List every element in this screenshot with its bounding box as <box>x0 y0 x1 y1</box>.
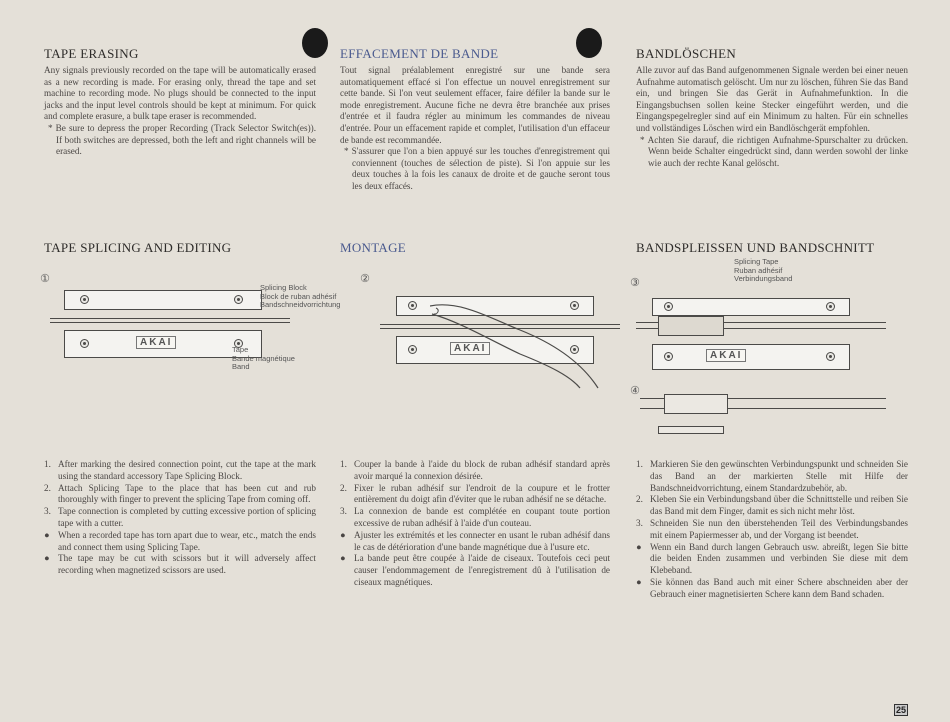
step-marker: ● <box>44 553 50 564</box>
figure-3-number: ③ <box>630 276 640 289</box>
step-item <box>636 542 908 577</box>
splicing-tape-label <box>734 258 792 284</box>
step-marker: 2. <box>44 482 51 493</box>
french-splice-title-wrap <box>340 240 610 259</box>
german-steps <box>636 459 908 601</box>
english-erase-body: Any signals previously recorded on the tape will be automatically erased as a new recording is made. For erasing only, thread the tape and set machine to recording mode. No plugs should be connected to the input jacks and the input level controls should be kept at minimum. For quick and complete erasure, a bulk tape eraser is recommended. <box>44 65 316 122</box>
label-line: Verbindungsband <box>734 274 793 283</box>
step-text: La bande peut être coupée à l'aide de ciseaux. Toutefois ceci peut causer l'endommagement de l'enregistrement dû à l'utilisation de ciseaux magnétiques. <box>354 553 610 587</box>
english-erase-section <box>44 46 316 158</box>
tape-line <box>50 322 290 323</box>
label-line: Bande magnétique <box>232 353 295 363</box>
step-text: Kleben Sie ein Verbindungsband über die Schnittstelle und reiben Sie das Band mit dem Finger, damit es sich nicht mehr löst. <box>650 494 908 517</box>
step-item <box>636 494 908 518</box>
label-line: Band <box>232 362 250 371</box>
step-marker: 1. <box>340 459 347 469</box>
english-erase-note: * Be sure to depress the proper Recording (Track Selector Switch(es)). If both switches are depressed, both the left and right channels will be erased. <box>48 122 316 157</box>
step-marker: ● <box>44 529 50 540</box>
english-erase-title: TAPE ERASING <box>44 46 139 61</box>
step-text: After marking the desired connection point, cut the tape at the mark using the standard accessory Tape Splicing Block. <box>58 459 316 481</box>
step-item <box>44 553 316 577</box>
screw-icon <box>826 302 835 311</box>
splicing-block-base <box>652 344 850 370</box>
label-line: Bandschneidvorrichtung <box>260 300 341 309</box>
step-item <box>636 577 908 601</box>
step-marker: ● <box>636 576 642 587</box>
step-text: Sie können das Band auch mit einer Schere abschneiden aber der Gebrauch einer magnetisierten Schere kann dem Band schaden. <box>650 576 908 599</box>
figure-1-number: ① <box>40 272 50 285</box>
step-item <box>44 530 316 554</box>
tape-label <box>232 346 295 372</box>
splicing-block-label <box>260 284 340 310</box>
step-text: Tape connection is completed by cutting excessive portion of splicing tape with a cutter. <box>58 506 316 528</box>
step-marker: 1. <box>636 459 643 469</box>
screw-icon <box>826 352 835 361</box>
figure-4-finished-splice <box>630 382 920 442</box>
step-text: La connexion de bande est complétée en coupant toute portion excessive de ruban adhésif à l'aide d'un couteau. <box>354 506 610 528</box>
figure-3-trim-tape <box>630 256 920 386</box>
step-item <box>340 553 610 588</box>
figure-2-number: ② <box>360 272 370 285</box>
screw-icon <box>80 295 89 304</box>
french-erase-title: EFFACEMENT DE BANDE <box>340 46 499 61</box>
french-splice-title: MONTAGE <box>340 240 407 255</box>
step-marker: 3. <box>340 506 347 517</box>
label-line: Tape <box>232 345 249 354</box>
step-text: Couper la bande à l'aide du block de ruban adhésif standard après avoir marqué la connexion désirée. <box>354 459 610 481</box>
step-text: Attach Splicing Tape to the place that has been cut and rub thoroughly with finger to prevent the splicing Tape from coming off. <box>58 482 316 505</box>
english-splice-title-wrap <box>44 240 316 259</box>
label-line: Ruban adhésif <box>734 265 783 275</box>
step-item <box>636 459 908 494</box>
label-line: Block de ruban adhésif <box>260 291 337 301</box>
figure-4-number: ④ <box>630 384 640 397</box>
akai-logo: AKAI <box>136 336 176 349</box>
step-marker: ● <box>636 541 642 552</box>
step-marker: 2. <box>636 494 643 505</box>
akai-logo: AKAI <box>706 349 746 362</box>
step-marker: ● <box>340 529 346 540</box>
step-item <box>44 459 316 483</box>
step-text: Fixer le ruban adhésif sur l'endroit de la coupure et le frotter entièrement du doigt afin d'éviter que le ruban adhésif ne se détache. <box>354 482 610 505</box>
step-item <box>340 483 610 507</box>
step-marker: 3. <box>636 517 643 528</box>
screw-icon <box>80 339 89 348</box>
french-erase-section <box>340 46 610 193</box>
splicing-tape-piece <box>658 316 724 336</box>
english-splice-title: TAPE SPLICING AND EDITING <box>44 240 232 255</box>
page-number: 25 <box>895 705 906 715</box>
step-text: When a recorded tape has torn apart due to wear, etc., match the ends and connect them using Splicing Tape. <box>58 529 316 552</box>
step-item <box>44 506 316 530</box>
step-marker: 3. <box>44 506 51 517</box>
splicing-block-top <box>652 298 850 316</box>
german-erase-note: * Achten Sie darauf, die richtigen Aufnahme-Spurschalter zu drücken. Wenn beide Schalter eingedrückt sind, dann werden sowohl der linke wie auch der rechte Kanal gelöscht. <box>640 134 908 168</box>
screw-icon <box>408 345 417 354</box>
screw-icon <box>234 295 243 304</box>
figure-2-attach-tape <box>360 270 620 390</box>
tape-line <box>50 318 290 319</box>
splicing-tape-piece <box>658 426 724 434</box>
step-text: Wenn ein Band durch langen Gebrauch usw. abreißt, legen Sie bitte die beiden Enden zusammen und verbinden Sie diese mit dem Klebeband. <box>650 541 908 576</box>
french-erase-body: Tout signal préalablement enregistré sur une bande sera automatiquement effacé si l'on effectue un nouvel enregistrement sur cette bande. Si l'on veut seulement effacer, faire défiler la bande sur le mode enregistrement. Aucune fiche ne devra être branchée aux prises d'entrée et il faudra régler au minimum les commandes de niveau d'entrée. Pour un effacement rapide et complet, l'utilisation d'un effaceur de bande est recommandée. <box>340 65 610 145</box>
akai-logo: AKAI <box>450 342 490 355</box>
step-text: Ajuster les extrémités et les connecter en usant le ruban adhésif dans le cas de détérioration d'une bande magnétique due à l'usure etc. <box>354 529 610 552</box>
screw-icon <box>664 352 673 361</box>
step-marker: ● <box>340 553 346 564</box>
step-marker: 2. <box>340 482 347 493</box>
french-erase-note: * S'assurer que l'on a bien appuyé sur les touches d'enregistrement qui conviennent (touches de sélection de piste). Si l'on appuie sur les deux touches à la fois les canaux de droite et de gauche seront tous les deux effacés. <box>344 146 610 191</box>
splicing-block-top <box>64 290 262 310</box>
step-text: Markieren Sie den gewünschten Verbindungspunkt und schneiden Sie das Band an der markierten Stelle mit Hilfe der Bandschneidvorrichtung, einem Standardzubehör, ab. <box>650 459 908 493</box>
finger-icon <box>430 300 600 390</box>
step-text: Schneiden Sie nun den überstehenden Teil des Verbindungsbandes mit einem Papiermesser ab, und der Vorgang ist beendet. <box>650 517 908 540</box>
step-item <box>340 506 610 530</box>
splicing-tape-piece <box>664 394 728 414</box>
step-item <box>636 518 908 542</box>
figure-1-splicing-block <box>40 270 341 390</box>
label-line: Splicing Block <box>260 283 307 292</box>
step-marker: 1. <box>44 459 51 469</box>
german-erase-title: BANDLÖSCHEN <box>636 46 737 61</box>
german-erase-body: Alle zuvor auf das Band aufgenommenen Signale werden bei einer neuen Aufnahme automatisch gelöscht. Um nur zu löschen, führen Sie das Band ein, und bringen Sie das Gerät in Aufnahmefunktion. In die Eingangsbuchsen sollen keine Stecker eingeführt werden, und die Eingangspegelregler sind auf ein Minimum zu halten. Für ein schnelles und vollständiges Löschen wird ein Bandlöschgerät empfohlen. <box>636 65 908 133</box>
step-text: The tape may be cut with scissors but it will adversely affect recording when magnetized scissors are used. <box>58 553 316 576</box>
step-item <box>340 530 610 554</box>
step-item <box>44 483 316 507</box>
german-splice-title: BANDSPLEISSEN UND BANDSCHNITT <box>636 240 875 255</box>
french-steps <box>340 459 610 589</box>
english-steps <box>44 459 316 577</box>
screw-icon <box>408 301 417 310</box>
german-erase-section <box>636 46 908 169</box>
label-line: Splicing Tape <box>734 257 779 266</box>
screw-icon <box>664 302 673 311</box>
step-item <box>340 459 610 483</box>
